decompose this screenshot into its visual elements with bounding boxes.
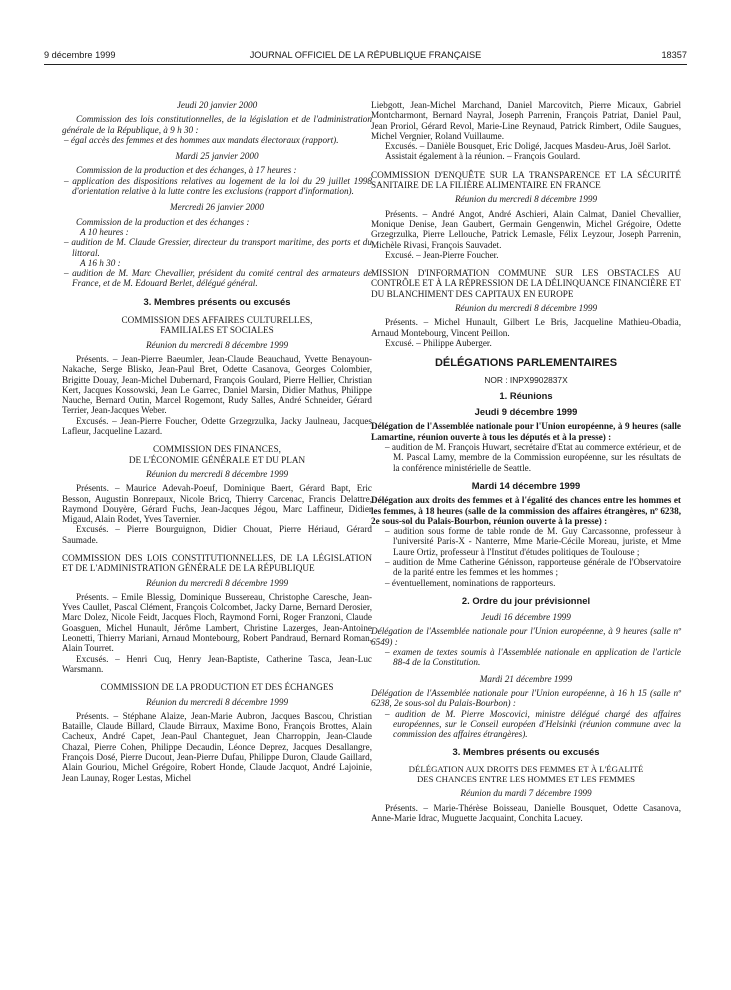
present-members-continued: Liebgott, Jean-Michel Marchand, Daniel Marcovitch, Pierre Micaux, Gabriel Montcharmont, Bernard Nayral, Joseph Parrenin, François Patriat, Daniel Paul, Jean Proriol, Gérard Revol, Marie-Line Reynaud, Patrick Rimbert, Odile Saugues, Michel Vergnier, Roland Vuillaume. (371, 100, 681, 141)
commission-title: DÉLÉGATION AUX DROITS DES FEMMES ET À L'ÉGALITÉ DES CHANCES ENTRE LES HOMMES ET LES FEMMES (408, 763, 644, 785)
date-heading: Jeudi 9 décembre 1999 (474, 406, 578, 418)
present-members: Présents. – Marie-Thérèse Boisseau, Danielle Bousquet, Odette Casanova, Anne-Marie Idrac, Muguette Jacquaint, Conchita Lacuey. (371, 802, 681, 823)
date-heading: Jeudi 20 janvier 2000 (176, 100, 258, 110)
agenda-paragraph: Délégation de l'Assemblée nationale pour l'Union européenne, à 16 h 15 (salle nº 6238, 2e sous-sol du Palais-Bourbon) : (371, 687, 681, 709)
agenda-item: – audition sous forme de table ronde de M. Guy Carcassonne, professeur à l'université Paris-X - Nanterre, Mme Marie-Cécile Moreau, juriste, et Mme Laure Ortiz, professeur à l'Institut d'études politiques de Toulouse ; (385, 526, 681, 557)
header-title: JOURNAL OFFICIEL DE LA RÉPUBLIQUE FRANÇAISE (249, 50, 482, 60)
present-members: Présents. – Emile Blessig, Dominique Bussereau, Christophe Caresche, Jean-Yves Caullet, Pascal Clément, François Colcombet, Jacky Darne, Bernard Derosier, Marc Dolez, Nicole Feidt, Jacques Floch, Raymond Forni, Roger Franzoni, Claude Goasguen, Michel Hunault, Jérôme Lambert, Christine Lazerges, Jean-Antoine Leonetti, Thierry Mariani, Arnaud Montebourg, Robert Pandraud, Bernard Roman, Alain Tourret. (62, 591, 372, 654)
meeting-date: Réunion du mercredi 8 décembre 1999 (145, 696, 289, 707)
meeting-date: Réunion du mercredi 8 décembre 1999 (145, 577, 289, 588)
header-date: 9 décembre 1999 (44, 50, 116, 60)
excused-members: Excusés. – Henri Cuq, Henry Jean-Baptiste, Catherine Tasca, Jean-Luc Warsmann. (62, 653, 372, 674)
commission-title: COMMISSION DE LA PRODUCTION ET DES ÉCHANGES (100, 682, 334, 693)
agenda-item: – audition de M. Claude Gressier, directeur du transport maritime, des ports et du littoral. (64, 237, 372, 258)
agenda-item: – application des dispositions relatives au logement de la loi du 29 juillet 1998 d'orientation relative à la lutte contre les exclusions (rapport d'information). (64, 175, 372, 197)
commission-title: COMMISSION DES AFFAIRES CULTURELLES, FAMILIALES ET SOCIALES (121, 315, 313, 336)
agenda-paragraph: Délégation de l'Assemblée nationale pour l'Union européenne, à 9 heures (salle nº 6549) : (371, 626, 681, 647)
time-label: A 10 heures : (80, 226, 129, 237)
date-heading: Mardi 14 décembre 1999 (471, 479, 581, 491)
agenda-item: – égal accès des femmes et des hommes aux mandats électoraux (rapport). (64, 134, 339, 145)
right-column (371, 100, 681, 823)
page-header (44, 50, 687, 65)
agenda-item: – audition de M. Pierre Moscovici, ministre délégué chargé des affaires européennes, sur le Conseil européen d'Helsinki (réunion commune avec la commission des affaires étrangères). (385, 708, 681, 740)
agenda-paragraph: Délégation aux droits des femmes et à l'égalité des chances entre les hommes et les femmes, à 18 heures (salle de la commission des affaires étrangères, nº 6238, 2e sous-sol du Palais-Bourbon, réunion ouverte à la presse) : (371, 495, 681, 526)
commission-title: COMMISSION DES LOIS CONSTITUTIONNELLES, DE LA LÉGISLATION ET DE L'ADMINISTRATION GÉNÉRALE DE LA RÉPUBLIQUE (62, 552, 372, 574)
nor-reference: NOR : INPX9902837X (484, 374, 568, 385)
meeting-date: Réunion du mercredi 8 décembre 1999 (145, 468, 289, 479)
meeting-date: Réunion du mercredi 8 décembre 1999 (454, 194, 598, 205)
agenda-item: – éventuellement, nominations de rapporteurs. (385, 577, 556, 588)
excused-members: Excusés. – Danièle Bousquet, Eric Doligé, Jacques Masdeu-Arus, Joël Sarlot. (385, 141, 671, 152)
excused-members: Excusé. – Philippe Auberger. (385, 337, 492, 348)
agenda-paragraph: Délégation de l'Assemblée nationale pour l'Union européenne, à 9 heures (salle Lamartine, réunion ouverte à tous les députés et à la presse) : (371, 421, 681, 442)
date-heading: Jeudi 16 décembre 1999 (481, 612, 571, 623)
section-heading: 2. Ordre du jour prévisionnel (461, 594, 591, 606)
section-heading: 3. Membres présents ou excusés (452, 746, 600, 758)
time-label: A 16 h 30 : (80, 257, 121, 268)
delegations-heading: DÉLÉGATIONS PARLEMENTAIRES (434, 357, 618, 370)
date-heading: Mercredi 26 janvier 2000 (170, 202, 264, 213)
excused-members: Excusés. – Jean-Pierre Foucher, Odette Grzegrzulka, Jacky Jaulneau, Jacques Lafleur, Jacqueline Lazard. (62, 415, 372, 437)
present-members: Présents. – André Angot, André Aschieri, Alain Calmat, Daniel Chevallier, Monique Denise, Jean Gaubert, Germain Gengenwin, Michel Grégoire, Odette Grzegrzulka, Pierre Lellouche, Patrick Lemasle, Félix Leyzour, Joseph Parrenin, Michèle Rivasi, François Sauvadet. (371, 208, 681, 250)
agenda-paragraph: Commission de la production et des échanges : (76, 216, 250, 227)
agenda-paragraph: Commission de la production et des échanges, à 17 heures : (76, 165, 297, 176)
commission-title: COMMISSION DES FINANCES, DE L'ÉCONOMIE GÉNÉRALE ET DU PLAN (128, 444, 306, 465)
meeting-date: Réunion du mardi 7 décembre 1999 (460, 788, 592, 799)
present-members: Présents. – Jean-Pierre Baeumler, Jean-Claude Beauchaud, Yvette Benayoun-Nakache, Serge Blisko, Jean-Paul Bret, Odette Casanova, Georges Colombier, Brigitte Douay, Jean-Michel Dubernard, François Goulard, Pierre Hellier, Christian Kert, Jacques Kossowski, Jean Le Garrec, Daniel Marsin, Didier Mathus, Philippe Nauche, Bernard Outin, Marcel Rogemont, Rudy Salles, André Schneider, Gérard Terrier, Jean-Jacques Weber. (62, 353, 372, 416)
present-members: Présents. – Stéphane Alaize, Jean-Marie Aubron, Jacques Bascou, Christian Bataille, Claude Billard, Claude Birraux, Maxime Bono, François Brottes, Alain Cacheux, André Capet, Jean-Paul Chanteguet, Jean Charroppin, Jean-Claude Chazal, Pierre Cohen, Philippe Decaudin, Léonce Deprez, Jacques Desallangre, François Dosé, Pierre Ducout, Jean-Pierre Dufau, Philippe Duron, Claude Gaillard, Alain Gouriou, Michel Grégoire, Robert Honde, Claude Jacquot, André Lajoinie, Jean Launay, Roger Lestas, Michel (62, 710, 372, 783)
excused-members: Excusé. – Jean-Pierre Foucher. (385, 249, 499, 260)
excused-members: Excusés. – Pierre Bourguignon, Didier Chouat, Pierre Hériaud, Gérard Saumade. (62, 524, 372, 545)
date-heading: Mardi 25 janvier 2000 (175, 151, 259, 162)
present-members: Présents. – Michel Hunault, Gilbert Le Bris, Jacqueline Mathieu-Obadia, Arnaud Montebourg, Vincent Peillon. (371, 317, 681, 338)
agenda-paragraph: Commission des lois constitutionnelles, de la législation et de l'administration générale de la République, à 9 h 30 : (62, 114, 372, 135)
agenda-item: – audition de M. Marc Chevallier, président du comité central des armateurs de France, et de M. Edouard Berlet, délégué général. (64, 268, 372, 289)
meeting-date: Réunion du mercredi 8 décembre 1999 (454, 303, 598, 314)
present-members: Présents. – Maurice Adevah-Poeuf, Dominique Baert, Gérard Bapt, Eric Besson, Augustin Bonrepaux, Nicole Bricq, Thierry Carcenac, Francis Delattre, Raymond Douyère, Gérard Fuchs, Jean-Jacques Jégou, Marc Laffineur, Didier Migaud, Alain Rodet, Yves Tavernier. (62, 483, 372, 525)
section-heading: 3. Membres présents ou excusés (143, 295, 291, 307)
left-column (62, 100, 372, 783)
agenda-item: – audition de M. François Huwart, secrétaire d'Etat au commerce extérieur, et de M. Pascal Lamy, membre de la Commission européenne, sur les résultats de la conférence ministérielle de Seattle. (385, 442, 681, 473)
also-attended: Assistait également à la réunion. – François Goulard. (385, 151, 581, 162)
date-heading: Mardi 21 décembre 1999 (479, 673, 573, 684)
agenda-item: – examen de textes soumis à l'Assemblée nationale en application de l'article 88-4 de la Constitution. (385, 647, 681, 668)
section-heading: 1. Réunions (499, 389, 553, 401)
agenda-item: – audition de Mme Catherine Génisson, rapporteuse générale de l'Observatoire de la parité entre les femmes et les hommes ; (385, 556, 681, 578)
commission-title: MISSION D'INFORMATION COMMUNE SUR LES OBSTACLES AU CONTRÔLE ET À LA RÉPRESSION DE LA DÉLINQUANCE FINANCIÈRE ET DU BLANCHIMENT DES CAPITAUX EN EUROPE (371, 268, 681, 299)
meeting-date: Réunion du mercredi 8 décembre 1999 (145, 339, 289, 350)
header-page-number: 18357 (661, 50, 687, 60)
commission-title: COMMISSION D'ENQUÊTE SUR LA TRANSPARENCE ET LA SÉCURITÉ SANITAIRE DE LA FILIÈRE ALIMENTAIRE EN FRANCE (371, 169, 681, 191)
